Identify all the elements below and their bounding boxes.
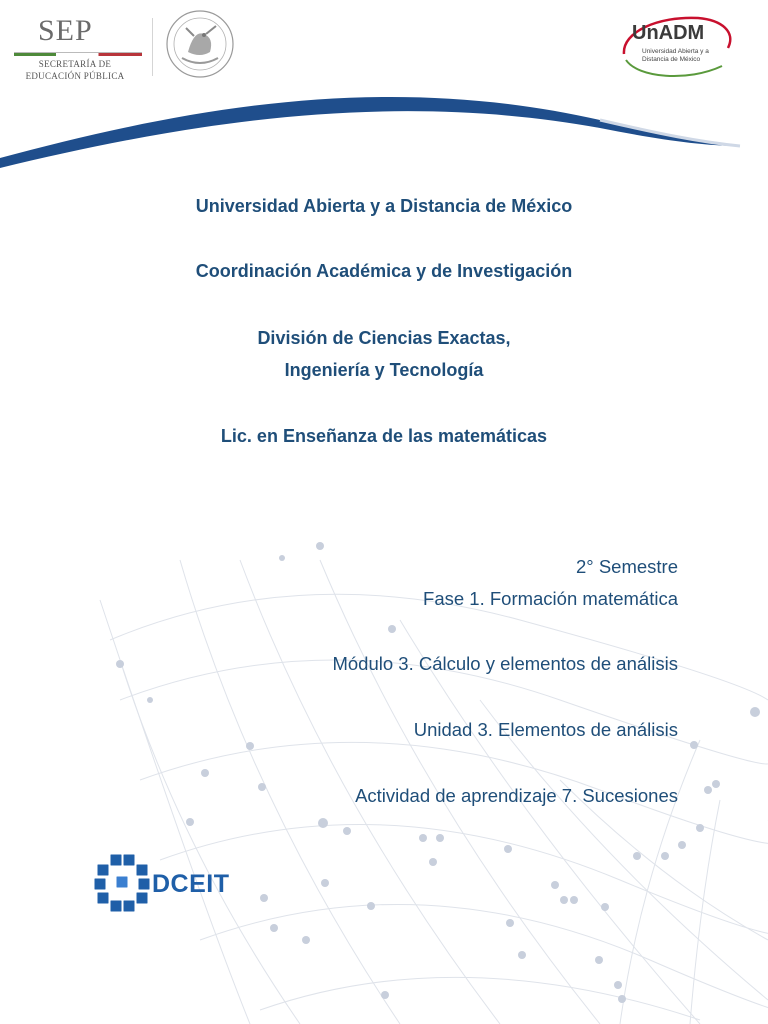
dceit-logo: [92, 852, 232, 916]
phase-text: Fase 1. Formación matemática: [423, 588, 678, 609]
division-heading-line-1: División de Ciencias Exactas,: [257, 328, 511, 348]
unadm-logo-title: UnADM: [632, 22, 705, 44]
degree-heading: Lic. en Enseñanza de las matemáticas: [220, 426, 548, 446]
sep-logo: [10, 12, 140, 82]
blue-cubes-icon: [92, 852, 152, 914]
sep-logo-title: SEP: [38, 14, 93, 47]
unadm-logo: [618, 14, 738, 84]
unit-text: Unidad 3. Elementos de análisis: [413, 719, 678, 740]
module-text: Módulo 3. Cálculo y elementos de análisis: [332, 653, 678, 674]
activity-text: Actividad de aprendizaje 7. Sucesiones: [355, 785, 678, 806]
division-heading-line-2: Ingeniería y Tecnología: [284, 360, 484, 380]
sep-logo-subtitle-1: SECRETARÍA DE: [38, 59, 112, 69]
dceit-logo-title: DCEIT: [152, 870, 230, 898]
unadm-logo-subtitle-2: Distancia de México: [642, 56, 701, 63]
sep-logo-subtitle-2: EDUCACIÓN PÚBLICA: [25, 71, 125, 81]
semester-text: 2° Semestre: [576, 556, 678, 577]
university-heading: Universidad Abierta y a Distancia de México: [195, 196, 573, 216]
unadm-logo-subtitle-1: Universidad Abierta y a: [642, 48, 709, 55]
sep-logo-rule: [14, 52, 142, 56]
logo-divider: [152, 18, 153, 76]
mexican-coat-of-arms-icon: [164, 8, 236, 80]
coordination-heading: Coordinación Académica y de Investigación: [195, 261, 573, 281]
